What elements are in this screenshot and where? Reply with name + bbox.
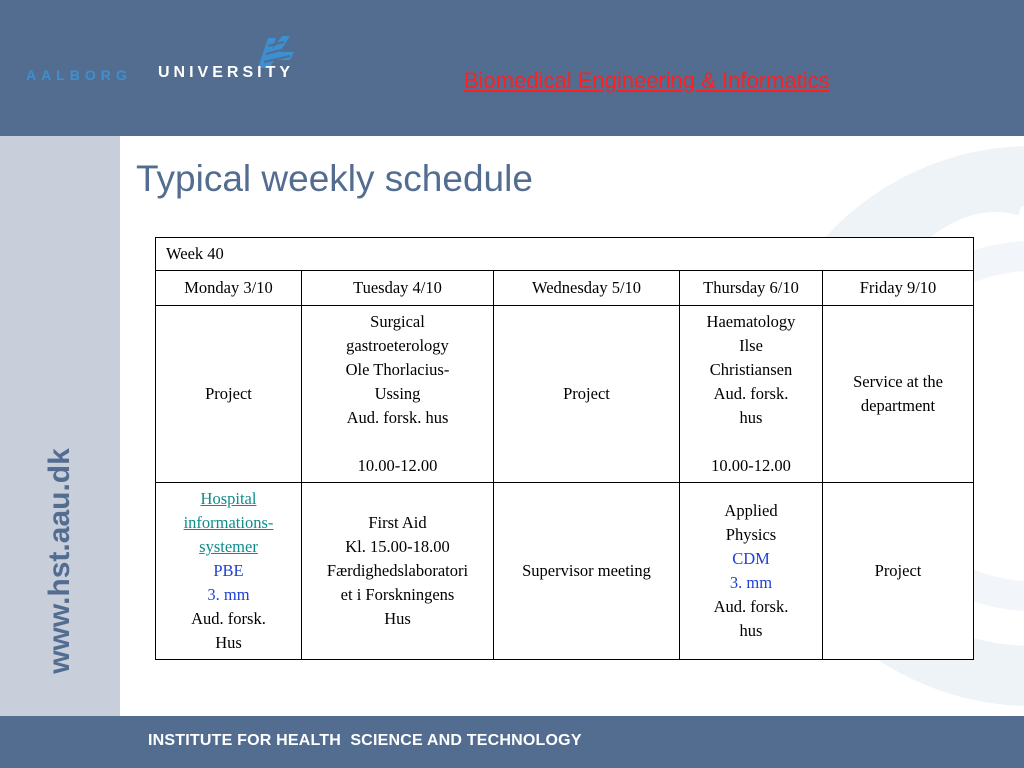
room-line: hus: [739, 408, 763, 427]
time-line: 10.00-12.00: [711, 456, 791, 475]
course-code: CDM: [732, 549, 770, 568]
cell-monday-afternoon: [156, 483, 302, 660]
day-header-tuesday: Tuesday 4/10: [302, 271, 494, 306]
cell-wednesday-morning: Project: [494, 306, 680, 483]
course-link[interactable]: systemer: [199, 537, 258, 556]
website-url: www.hst.aau.dk: [43, 448, 76, 674]
activity-line: department: [860, 396, 936, 415]
course-title-line: Surgical: [370, 312, 425, 331]
course-title-line: Haematology: [706, 312, 796, 331]
footer-band: [0, 716, 1024, 768]
day-header-thursday: Thursday 6/10: [680, 271, 823, 306]
course-link[interactable]: informations-: [183, 513, 274, 532]
room-line: Aud. forsk.: [713, 384, 789, 403]
time-line: 10.00-12.00: [357, 456, 438, 475]
cell-friday-afternoon: Project: [823, 483, 974, 660]
course-title-line: gastroeterology: [346, 336, 449, 355]
course-title-line: Applied: [724, 501, 778, 520]
time-line: Kl. 15.00-18.00: [345, 537, 450, 556]
lecturer-line: Ilse: [739, 336, 763, 355]
slide-title: Typical weekly schedule: [136, 158, 533, 199]
afternoon-row: [156, 483, 974, 660]
lecturer-line: Ole Thorlacius-: [345, 360, 450, 379]
cell-thursday-afternoon: [680, 483, 823, 660]
activity-line: Service at the: [853, 372, 943, 391]
room-line: hus: [739, 621, 763, 640]
course-mm: 3. mm: [207, 585, 250, 604]
cell-tuesday-morning: [302, 306, 494, 483]
sidebar-band: [0, 136, 120, 716]
course-title-line: Physics: [725, 525, 777, 544]
room-line: Hus: [215, 633, 242, 652]
logo-text-aalborg: AALBORG: [26, 67, 132, 83]
week-label: Week 40: [156, 238, 974, 271]
activity-line: First Aid: [368, 513, 427, 532]
lecturer-line: Christiansen: [709, 360, 793, 379]
morning-row: [156, 306, 974, 483]
day-header-wednesday: Wednesday 5/10: [494, 271, 680, 306]
room-line: Aud. forsk.: [713, 597, 789, 616]
day-header-monday: Monday 3/10: [156, 271, 302, 306]
cell-friday-morning: [823, 306, 974, 483]
course-link[interactable]: Hospital: [200, 489, 257, 508]
day-header-friday: Friday 9/10: [823, 271, 974, 306]
cell-tuesday-afternoon: [302, 483, 494, 660]
room-line: Aud. forsk.: [191, 609, 266, 628]
cell-monday-morning: Project: [156, 306, 302, 483]
spacer: [683, 430, 819, 454]
room-line: Hus: [384, 609, 411, 628]
room-line: Aud. forsk. hus: [346, 408, 449, 427]
days-header-row: [156, 271, 974, 306]
cell-thursday-morning: [680, 306, 823, 483]
spacer: [305, 430, 490, 454]
room-line: Færdighedslaboratori: [326, 561, 469, 580]
header-band: [0, 0, 1024, 136]
course-mm: 3. mm: [729, 573, 773, 592]
week-row: [156, 238, 974, 271]
schedule-table: [155, 237, 974, 660]
institute-name: INSTITUTE FOR HEALTH SCIENCE AND TECHNOLOGY: [148, 732, 582, 749]
logo-text-university: UNIVERSITY: [158, 64, 295, 81]
room-line: et i Forskningens: [340, 585, 455, 604]
department-link[interactable]: Biomedical Engineering & Informatics: [464, 68, 830, 93]
cell-wednesday-afternoon: Supervisor meeting: [494, 483, 680, 660]
lecturer-line: Ussing: [374, 384, 421, 403]
course-code: PBE: [213, 561, 244, 580]
